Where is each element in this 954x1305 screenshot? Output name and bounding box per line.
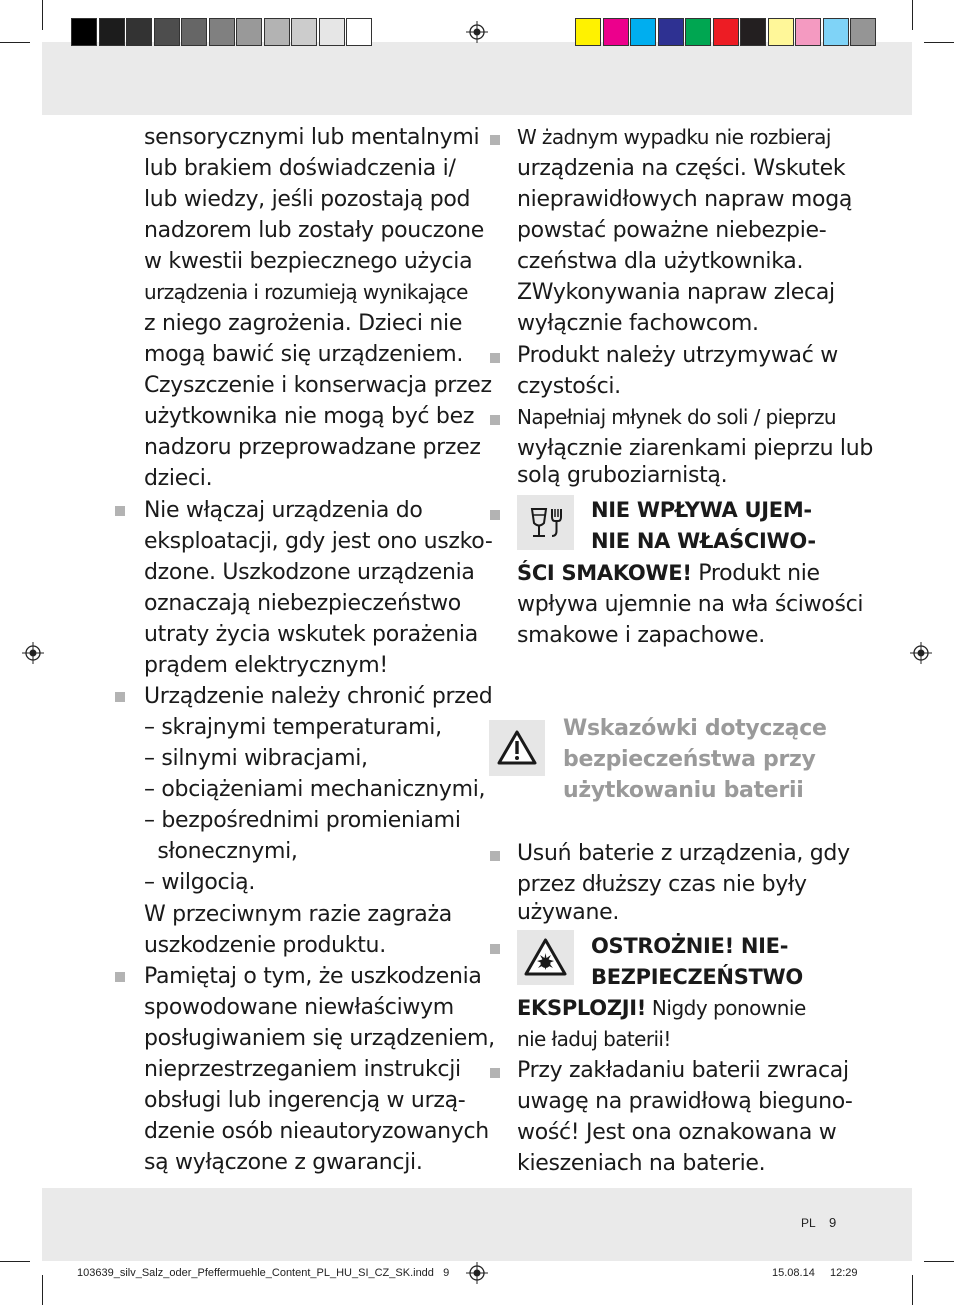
text-line: uwagę na prawidłową biegunо- (517, 1089, 853, 1114)
dash-item: – skrajnymi temperaturami, (144, 715, 442, 740)
text-line: nieprawidłowych napraw mogą (517, 187, 853, 212)
print-slug-filename: 103639_silv_Salz_oder_Pfeffermuehle_Content_PL_HU_SI_CZ_SK.indd 9 (77, 1267, 450, 1279)
notice-title: BEZPIECZEŃSTWO (591, 965, 803, 989)
left-column (144, 122, 495, 1182)
color-swatch (795, 18, 821, 46)
text-line: Produkt należy utrzymywać w (517, 343, 838, 368)
text-line: W żadnym wypadku nie rozbieraj (517, 125, 831, 149)
dash-item: – silnymi wibracjami, (144, 746, 368, 771)
text-line: W przeciwnym razie zagraża (144, 902, 452, 927)
color-swatch (236, 18, 262, 46)
text-line: urządzenia na części. Wskutek (517, 156, 846, 181)
color-swatch (740, 18, 766, 46)
text-line: w kwestii bezpiecznego użycia (144, 249, 473, 274)
notice-title: EKSPLOZJI! (517, 996, 647, 1020)
explosion-warning-icon (517, 930, 574, 985)
print-slug-date: 15.08.14 (772, 1267, 815, 1279)
text-line: utraty życia wskutek porażenia (144, 622, 478, 647)
text-line: dzone. Uszkodzone urządzenia (144, 560, 475, 585)
text-line: obsługi lub ingerencją w urzą- (144, 1088, 466, 1113)
text-line: dzieci. (144, 466, 213, 491)
color-swatch (126, 18, 152, 46)
text-line: eksploatacji, gdy jest ono uszko- (144, 529, 493, 554)
text-line: mogą bawić się urządzeniem. (144, 342, 464, 367)
warning-triangle-icon (489, 720, 545, 776)
text-line: Czyszczenie i konserwacja przez (144, 373, 492, 398)
color-swatch (319, 18, 345, 46)
color-swatch (823, 18, 849, 46)
section-heading: użytkowaniu baterii (563, 778, 804, 803)
food-safe-glass-fork-icon (517, 495, 574, 550)
text-line: Pamiętaj o tym, że uszkodzenia (144, 964, 482, 989)
text-line: Nie włączaj urządzenia do (144, 498, 423, 523)
color-swatch (291, 18, 317, 46)
header-band (42, 42, 912, 115)
color-swatch (181, 18, 207, 46)
bullet-square-icon (115, 972, 125, 982)
text-line: Usuń baterie z urządzenia, gdy (517, 841, 850, 866)
color-swatch (99, 18, 125, 46)
food-safe-icon-box (517, 495, 574, 550)
color-swatch (346, 18, 372, 46)
text-line: nie ładuj baterii! (517, 1027, 671, 1051)
text-line: wpływa ujemnie na wła ściwości (517, 592, 864, 617)
text-line: z niego zagrożenia. Dzieci nie (144, 311, 463, 336)
notice-title: NIE WPŁYWA UJEM- (591, 498, 812, 522)
bullet-square-icon (115, 506, 125, 516)
bullet-square-icon (490, 353, 500, 363)
text-line: powstać poważne niebezpie- (517, 218, 827, 243)
notice-title: NIE NA WŁAŚCIWO- (591, 529, 816, 553)
bullet-square-icon (490, 510, 500, 520)
text-line: czystości. (517, 374, 621, 399)
text-line: posługiwaniem się urządzeniem, (144, 1026, 495, 1051)
text-line: nadzoru przeprowadzane przez (144, 435, 481, 460)
notice-title: ŚCI SMAKOWE! (517, 561, 692, 585)
text-line: czeństwa dla użytkownika. (517, 249, 804, 274)
dash-item: – obciążeniami mechanicznymi, (144, 777, 486, 802)
dash-item: – wilgocią. (144, 870, 256, 895)
registration-mark-icon (466, 21, 488, 43)
explosion-icon-box (517, 930, 574, 985)
color-swatch (575, 18, 601, 46)
section-heading: bezpieczeństwa przy (563, 747, 816, 772)
text-line: urządzenia i rozumieją wynikające (144, 280, 468, 304)
dash-item: – bezpośrednimi promieniami (144, 808, 461, 833)
text-line: wyłącznie ziarenkami pieprzu lub (517, 436, 874, 461)
text-line: nieprzestrzeganiem instrukcji (144, 1057, 461, 1082)
text-line: lub wiedzy, jeśli pozostają pod (144, 187, 471, 212)
text-line: Urządzenie należy chronić przed (144, 684, 493, 709)
text-line: smakowe i zapachowe. (517, 623, 765, 648)
text-line: kieszeniach na baterie. (517, 1151, 766, 1176)
text-line: przez dłuższy czas nie były (517, 872, 807, 897)
bullet-square-icon (490, 135, 500, 145)
text-line: nadzorem lub zostały pouczone (144, 218, 485, 243)
text-line: solą gruboziarnistą. (517, 463, 728, 488)
text-line: wyłącznie fachowcom. (517, 311, 759, 336)
warning-icon-box (489, 720, 545, 776)
text-line: są wyłączone z gwarancji. (144, 1150, 423, 1175)
notice-text: Nigdy ponownie (646, 996, 806, 1020)
text-line: wość! Jest ona oznakowana w (517, 1120, 837, 1145)
bullet-square-icon (490, 944, 500, 954)
color-swatch (209, 18, 235, 46)
page-number: 9 (829, 1215, 837, 1230)
section-heading: Wskazówki dotyczące (563, 716, 827, 741)
color-swatch (71, 18, 97, 46)
print-slug-time: 12:29 (830, 1267, 858, 1279)
color-swatch (850, 18, 876, 46)
text-line: użytkownika nie mogą być bez (144, 404, 475, 429)
color-swatch (685, 18, 711, 46)
text-line: Przy zakładaniu baterii zwracaj (517, 1058, 849, 1083)
registration-mark-icon (22, 642, 44, 664)
color-swatch (264, 18, 290, 46)
text-line: uszkodzenie produktu. (144, 933, 386, 958)
text-line: prądem elektrycznym! (144, 653, 388, 678)
bullet-square-icon (490, 851, 500, 861)
bullet-square-icon (115, 692, 125, 702)
registration-mark-icon (910, 642, 932, 664)
text-line: ZWykonywania napraw zlecaj (517, 280, 835, 305)
bullet-square-icon (490, 1068, 500, 1078)
right-column (517, 122, 874, 1182)
color-swatch (713, 18, 739, 46)
dash-item: słonecznymi, (144, 839, 298, 864)
text-line: sensorycznymi lub mentalnymi (144, 125, 480, 150)
notice-text: Produkt nie (691, 561, 820, 586)
text-line: spowodowane niewłaściwym (144, 995, 454, 1020)
text-line: lub brakiem doświadczenia i/ (144, 156, 456, 181)
color-swatch (154, 18, 180, 46)
page-language: PL (801, 1216, 816, 1230)
text-line: dzenie osób nieautoryzowanych (144, 1119, 489, 1144)
color-swatch (630, 18, 656, 46)
color-swatch (768, 18, 794, 46)
text-line: używane. (517, 900, 620, 925)
color-swatch (603, 18, 629, 46)
registration-mark-icon (466, 1262, 488, 1284)
color-swatch (658, 18, 684, 46)
text-line: oznaczają niebezpieczeństwo (144, 591, 461, 616)
text-line: Napełniaj młynek do soli / pieprzu (517, 405, 836, 429)
footer-band (42, 1188, 912, 1261)
notice-title: OSTROŻNIE! NIE- (591, 934, 789, 958)
bullet-square-icon (490, 415, 500, 425)
